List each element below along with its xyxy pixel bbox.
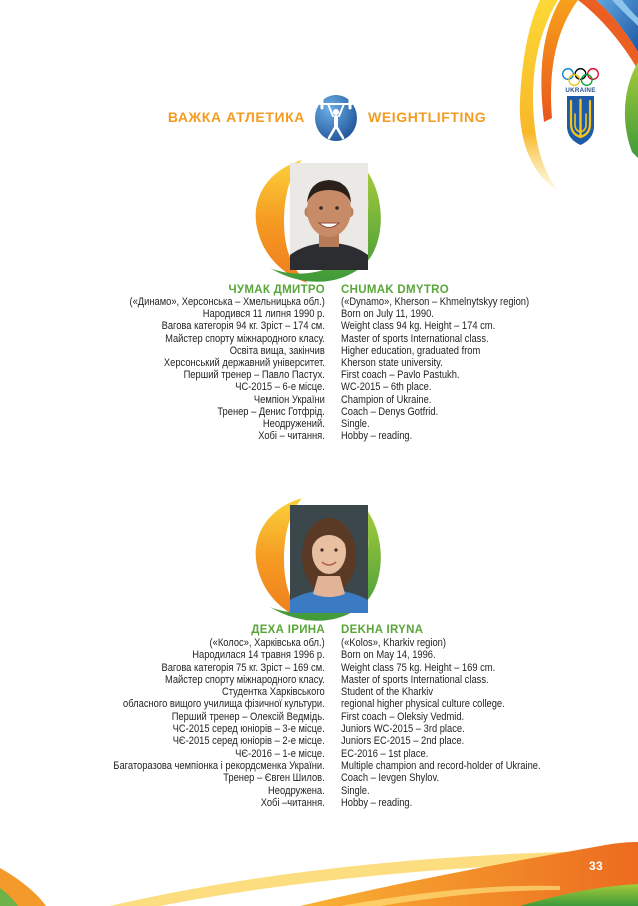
athlete-bio-en xyxy=(341,296,529,442)
bio-line-en: First coach – Pavlo Pastukh. xyxy=(341,369,460,382)
logo-ukraine-text: UKRAINE xyxy=(565,87,596,94)
athlete-bio-ua xyxy=(114,637,325,809)
bio-line-en: Champion of Ukraine. xyxy=(341,393,432,406)
bio-line-en: Juniors WC-2015 – 3rd place. xyxy=(341,723,465,736)
section-title-en: WEIGHTLIFTING xyxy=(368,109,487,125)
bio-line-en: EC-2016 – 1st place. xyxy=(341,747,429,760)
bio-line-en: Born on May 14, 1996. xyxy=(341,649,436,662)
bio-line-en: Coach – Ievgen Shylov. xyxy=(341,772,440,785)
bio-line-en: («Dynamo», Kherson – Khmelnytskyy region) xyxy=(341,296,530,308)
photo-neck xyxy=(313,576,345,597)
athlete-bio-en xyxy=(341,637,541,809)
bio-line-en: Weight class 75 kg. Height – 169 cm. xyxy=(341,661,496,674)
bio-line-ua: Чемпіон України xyxy=(254,393,325,406)
photo-eye xyxy=(334,548,337,551)
bio-line-en: Multiple champion and record-holder of Ukraine. xyxy=(341,759,541,772)
section-title-ua: ВАЖКА АТЛЕТИКА xyxy=(167,109,305,125)
photo-eye xyxy=(320,548,323,551)
bio-line-en: Master of sports International class. xyxy=(341,332,489,345)
bio-line-en: Born on July 11, 1990. xyxy=(341,308,434,321)
bio-line-ua: Народився 11 липня 1990 р. xyxy=(202,308,325,321)
photo-eye xyxy=(319,206,323,210)
bio-line-en: First coach – Oleksiy Vedmid. xyxy=(341,710,465,723)
bio-line-ua: («Колос», Харківська обл.) xyxy=(209,637,325,649)
bio-line-ua: Тренер – Денис Готфрід. xyxy=(217,405,325,418)
athlete-photo-frame xyxy=(250,490,385,625)
bio-line-en: Juniors EC-2015 – 2nd place. xyxy=(341,735,465,748)
trident-emblem-icon xyxy=(567,96,594,145)
bio-line-ua: Багаторазова чемпіонка і рекордсменка України. xyxy=(113,759,325,772)
bio-line-ua: Освіта вища, закінчив xyxy=(229,344,325,357)
swirl-green-right xyxy=(625,62,638,158)
bio-line-en: Hobby – reading. xyxy=(341,430,413,443)
bio-line-ua: ЧЄ-2016 – 1-е місце. xyxy=(235,747,325,760)
bio-line-ua: Херсонський державний університет. xyxy=(164,357,325,370)
athlete-name-ua: ДЕХА ІРИНА xyxy=(251,624,325,636)
bio-line-ua: Хобі –читання. xyxy=(260,796,325,809)
athlete-name-en: CHUMAK DMYTRO xyxy=(341,284,450,296)
bio-line-en: Kherson state university. xyxy=(341,357,443,370)
athlete-name-en: DEKHA IRYNA xyxy=(341,624,424,636)
bio-line-ua: Студентка Харківського xyxy=(222,686,325,699)
bio-line-ua: Перший тренер – Олексій Ведмідь. xyxy=(171,710,325,723)
olympic-ukraine-logo xyxy=(552,62,608,152)
bio-line-ua: Тренер – Євген Шилов. xyxy=(223,772,325,785)
bio-line-ua: Вагова категорія 75 кг. Зріст – 169 см. xyxy=(161,661,325,674)
bio-line-en: Weight class 94 kg. Height – 174 cm. xyxy=(341,320,496,333)
athlete-photo-frame xyxy=(250,155,385,290)
bio-line-ua: («Динамо», Херсонська – Хмельницька обл.) xyxy=(129,296,325,308)
bio-line-ua: Неодружений. xyxy=(263,418,325,431)
bio-line-en: Hobby – reading. xyxy=(341,796,413,809)
bio-line-ua: Майстер спорту міжнародного класу. xyxy=(165,332,325,345)
bio-line-ua: ЧС-2015 – 6-е місце. xyxy=(235,381,325,394)
athlete-photo xyxy=(290,505,368,613)
olympic-rings-icon xyxy=(563,69,599,86)
bio-line-ua: Вагова категорія 94 кг. Зріст – 174 см. xyxy=(161,320,325,333)
weightlifter-head xyxy=(333,109,339,115)
bio-line-en: Higher education, graduated from xyxy=(341,344,481,357)
bio-line-ua: Перший тренер – Павло Пастух. xyxy=(183,369,325,382)
bio-line-en: Master of sports International class. xyxy=(341,673,489,686)
bio-line-en: Coach – Denys Gotfrid. xyxy=(341,405,439,418)
athlete-photo xyxy=(290,163,368,270)
bio-line-ua: Майстер спорту міжнародного класу. xyxy=(165,673,325,686)
bio-line-en: WC-2015 – 6th place. xyxy=(341,381,432,394)
bio-line-en: Single. xyxy=(341,784,370,797)
bio-line-ua: Хобі – читання. xyxy=(258,430,325,443)
photo-eye xyxy=(335,206,339,210)
page-number: 33 xyxy=(589,859,603,873)
athlete-bio-ua xyxy=(130,296,325,442)
bio-line-en: regional higher physical culture college. xyxy=(341,698,505,711)
bio-line-ua: ЧС-2015 серед юніорів – 3-е місце. xyxy=(172,723,325,736)
bio-line-ua: Неодружена. xyxy=(268,784,325,797)
athlete-name-ua: ЧУМАК ДМИТРО xyxy=(228,284,325,296)
bio-line-en: Student of the Kharkiv xyxy=(341,686,433,699)
bio-line-en: Single. xyxy=(341,418,370,431)
bio-line-en: («Kolos», Kharkiv region) xyxy=(341,637,446,649)
weightlifting-icon xyxy=(312,92,360,144)
bio-line-ua: Народилася 14 травня 1996 р. xyxy=(192,649,325,662)
bio-line-ua: обласного вищого училища фізичної культури. xyxy=(123,698,325,711)
bio-line-ua: ЧЄ-2015 серед юніорів – 2-е місце. xyxy=(172,735,325,748)
